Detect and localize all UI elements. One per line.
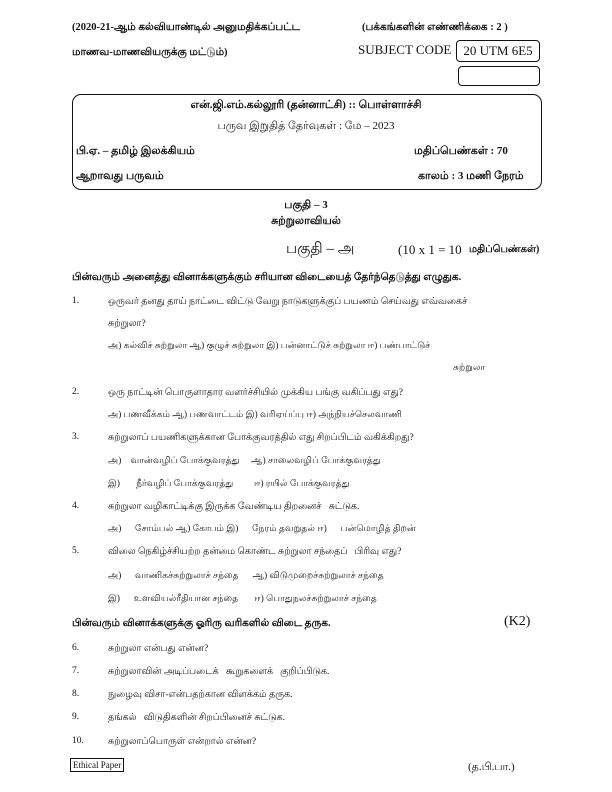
question-options: அ) வாணிகச்சுற்றுலாச் சந்தை ஆ) விடுமுறைச்சுற்றுலாச் சந்தை [108,570,384,580]
question-text-cont: சுற்றுலா? [108,319,146,329]
degree-label: பி.ஏ. – தமிழ் இலக்கியம் [76,145,195,157]
max-marks: மதிப்பெண்கள் : 70 [414,145,508,157]
page-count-note: (பக்கங்களின் எண்ணிக்கை : 2 ) [362,22,508,33]
section-b-instruction: பின்வரும் வினாக்களுக்கு ஓரிரு வரிகளில் விடை தருக. [72,618,331,629]
subject-code-value: 20 UTM 6E5 [456,40,540,62]
section-a-marks: (10 x 1 = 10 [398,242,462,257]
question-number: 7. [72,666,80,676]
question-options-cont: சுற்றுலா [453,362,486,372]
question-number: 1. [72,296,80,306]
section-a-title: பகுதி – அ [286,241,355,257]
unit-label: பகுதி – 3 [284,199,328,211]
question-text: சுற்றுலா என்பது என்ன? [108,644,209,654]
question-options: அ) பணவீக்கம் ஆ) பணவாட்டம் இ) வரிஏய்ப்பு ஈ) அந்நியச்செலவாணி [108,409,403,419]
subject-name: சுற்றுலாவியல் [271,215,341,227]
subject-code-label: SUBJECT CODE [358,42,452,57]
turn-over-note: (த.பி.பா.) [468,761,515,773]
section-a-instruction: பின்வரும் அனைத்து வினாக்களுக்கும் சரியான விடையைத் தேர்ந்தெடுத்து எழுதுக. [72,272,462,283]
footer-watermark: Ethical Paper [70,758,124,772]
section-a-marks-word: மதிப்பெண்கள்) [469,244,540,255]
question-number: 3. [72,432,80,442]
question-number: 2. [72,387,80,397]
question-options: அ) கல்விச் சுற்றுலா ஆ) குழுச் சுற்றுலா இ) பன்னாட்டுச் சுற்றுலா ஈ) பண்பாட்டுச் [108,340,431,350]
question-text: ஒரு நாட்டின் பொருளாதார வளர்ச்சியில் முக்கிய பங்கு வகிப்பது எது? [108,388,404,398]
question-options-cont: இ) உளவியல்ரீதியான சந்தை ஈ) பொதுநலச்சுற்றுலாச் சந்தை [108,593,377,603]
college-name: என்.ஜி.எம்.கல்லூரி (தன்னாட்சி) :: பொள்ளாச்சி [190,99,422,111]
question-text: விலை நெகிழ்ச்சியற்ற தன்மை கொண்ட சுற்றுலா சந்தைப் பிரிவு எது? [108,547,402,557]
register-number-box [458,66,540,86]
exam-title: பருவ இறுதித் தேர்வுகள் : மே – 2023 [217,120,395,132]
question-text: சுற்றுலா வழிகாட்டிக்கு இருக்க வேண்டிய திறனைச் சுட்டுக. [108,502,360,512]
question-number: 8. [72,689,80,699]
semester-label: ஆறாவது பருவம் [76,170,164,182]
question-options-cont: இ) நீர்வழிப் போக்குவரத்து ஈ) ரயில் போக்குவரத்து [108,478,350,488]
question-text: ஒருவர் தனது தாய் நாட்டை விட்டு வேறு நாடுகளுக்குப் பயணம் செய்வது எவ்வகைச் [108,297,468,307]
exam-duration: காலம் : 3 மணி நேரம் [418,170,524,182]
question-options: அ) சோம்பல் ஆ) கோபம் இ) நேரம் தவறுதல் ஈ) பன்மொழித் திறன் [108,523,416,533]
question-number: 9. [72,712,80,722]
question-number: 4. [72,501,80,511]
question-text: தங்கல் விடுதிகளின் சிறப்பினைச் சுட்டுக. [108,713,286,723]
question-number: 5. [72,546,80,556]
question-number: 6. [72,643,80,653]
question-text: சுற்றுலாப் பயணிகளுக்கான போக்குவரத்தில் எது சிறப்பிடம் வகிக்கிறது? [108,433,414,443]
question-text: நுழைவு விசா-என்பதற்கான விளக்கம் தருக. [108,690,293,700]
question-number: 10. [72,736,84,746]
question-text: சுற்றுலாவின் அடிப்படைக் கூறுகளைக் குறிப்பிடுக. [108,667,330,677]
admission-year-note: (2020-21-ஆம் கல்வியாண்டில் அனுமதிக்கப்பட்ட [72,22,300,33]
student-note: மாணவ-மாணவியருக்கு மட்டும்) [72,47,228,58]
question-options: அ) வான்வழிப் போக்குவரத்து ஆ) சாலைவழிப் போக்குவரத்து [108,455,381,465]
question-text: சுற்றுலாப்பொருள் என்றால் என்ன? [108,737,257,747]
section-b-level: (K2) [504,614,531,629]
